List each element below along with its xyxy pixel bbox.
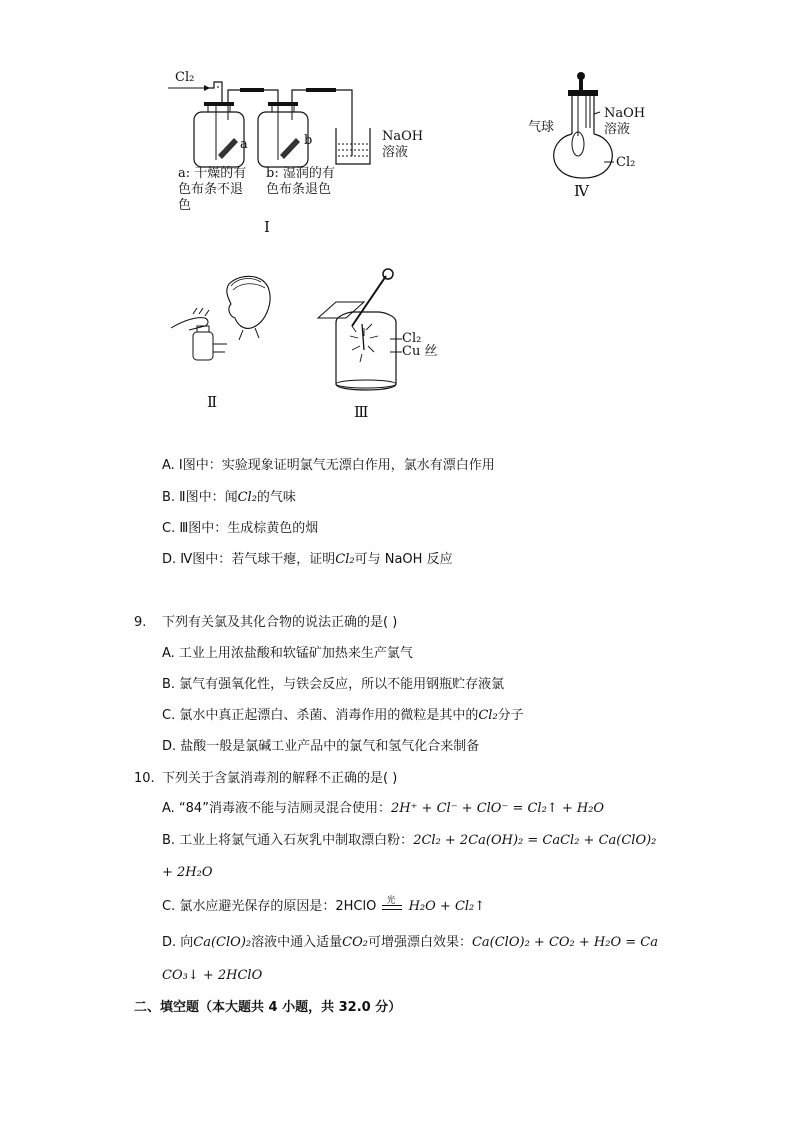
fig4-gas-label: Cl₂ [616,155,636,170]
q10-option-b [162,832,656,850]
fig1-reagent-2: 溶液 [382,145,409,160]
fig3-numeral: Ⅲ [354,403,369,421]
fig4-reagent-1: NaOH [604,106,646,121]
q9-option-a: A. 工业上用浓盐酸和软锰矿加热来生产氯气 [162,646,413,661]
q10-option-d-text-2: 溶液中通入适量 [251,935,343,950]
q9-option-c-tail: 分子 [497,708,524,723]
q10-option-d-formula-1: Ca(ClO)₂ [193,935,252,950]
q9-option-b: B. 氯气有强氧化性，与铁会反应，所以不能用钢瓶贮存液氯 [162,677,505,692]
q10-option-c [162,898,485,916]
q8-option-b-text: B. Ⅱ图中：闻 [162,490,238,505]
q10-option-b-text: B. 工业上将氯气通入石灰乳中制取漂白粉： [162,833,414,848]
fig1-caption-b-2: 色布条退色 [266,182,332,197]
q10-option-b-equation: 2Cl₂ + 2Ca(OH)₂ = CaCl₂ + Ca(ClO)₂ [413,833,657,848]
q8-option-d-text: D. Ⅳ图中：若气球干瘪，证明 [162,552,336,567]
q8-option-c: C. Ⅲ图中：生成棕黄色的烟 [162,521,319,536]
q8-option-b-tail: 的气味 [256,490,296,505]
section-heading: 二、填空题（本大题共 4 小题，共 32.0 分） [134,1000,402,1015]
q10-stem: 下列关于含氯消毒剂的解释不正确的是( ) [162,771,398,786]
q10-option-c-equals [382,905,402,910]
q10-option-c-condition-label: 光 [386,896,396,906]
q10-option-a-text: A. “84”消毒液不能与洁厕灵混合使用： [162,801,391,816]
q9-option-c-formula: Cl₂ [478,708,498,723]
fig3-gas-label: Cl₂ [402,331,422,346]
q8-option-b-formula: Cl₂ [237,490,257,505]
fig1-numeral: Ⅰ [264,218,270,236]
q9-stem: 下列有关氯及其化合物的说法正确的是( ) [162,615,398,630]
q10-option-d-formula-2: CO₂ [342,935,368,950]
fig1-label-a: a [240,137,248,152]
fig1-gas-label: Cl₂ [175,70,195,85]
q10-option-c-text: C. 氯水应避光保存的原因是：2HClO [162,899,377,914]
fig1-reagent-1: NaOH [382,129,424,144]
q10-option-d-continued: CO₃↓ + 2HClO [162,968,263,983]
fig4-balloon-label: 气球 [528,120,555,135]
fig1-caption-a-3: 色 [178,198,192,213]
q10-option-c-equation: H₂O + Cl₂↑ [408,899,486,914]
fig1-caption-a-2: 色布条不退 [178,182,244,197]
figure-2-smelling [165,268,275,378]
q9-option-c-text: C. 氯水中真正起漂白、杀菌、消毒作用的微粒是其中的 [162,708,479,723]
q8-option-d-tail: 可与 NaOH 反应 [354,552,453,567]
q10-option-d-text: D. 向 [162,935,194,950]
q8-option-d-formula: Cl₂ [335,552,355,567]
q10-option-a-equation: 2H⁺ + Cl⁻ + ClO⁻ = Cl₂↑ + H₂O [390,801,605,816]
q10-option-d-text-3: 可增强漂白效果： [367,935,472,950]
fig1-caption-a-1: a: 干燥的有 [178,166,247,181]
fig4-reagent-2: 溶液 [604,122,631,137]
q9-option-d: D. 盐酸一般是氯碱工业产品中的氯气和氢气化合来制备 [162,739,480,754]
q10-number: 10. [134,771,155,786]
q10-option-b-continued: + 2H₂O [162,865,213,880]
fig4-numeral: Ⅳ [574,182,589,200]
q10-option-d-equation: Ca(ClO)₂ + CO₂ + H₂O = Ca [471,935,658,950]
q10-option-d [162,934,658,952]
q10-option-c-condition [380,898,404,916]
q9-option-c [162,707,524,725]
fig2-numeral: Ⅱ [207,393,218,411]
fig1-label-b: b [304,133,313,148]
q9-number: 9. [134,615,147,630]
fig3-wire-label: Cu 丝 [402,344,438,359]
q8-option-d [162,551,453,569]
fig1-caption-b-1: b: 湿润的有 [266,166,335,181]
q8-option-b [162,489,296,507]
q8-option-a: A. Ⅰ图中：实验现象证明氯气无漂白作用，氯水有漂白作用 [162,458,495,473]
q10-option-a [162,800,604,818]
